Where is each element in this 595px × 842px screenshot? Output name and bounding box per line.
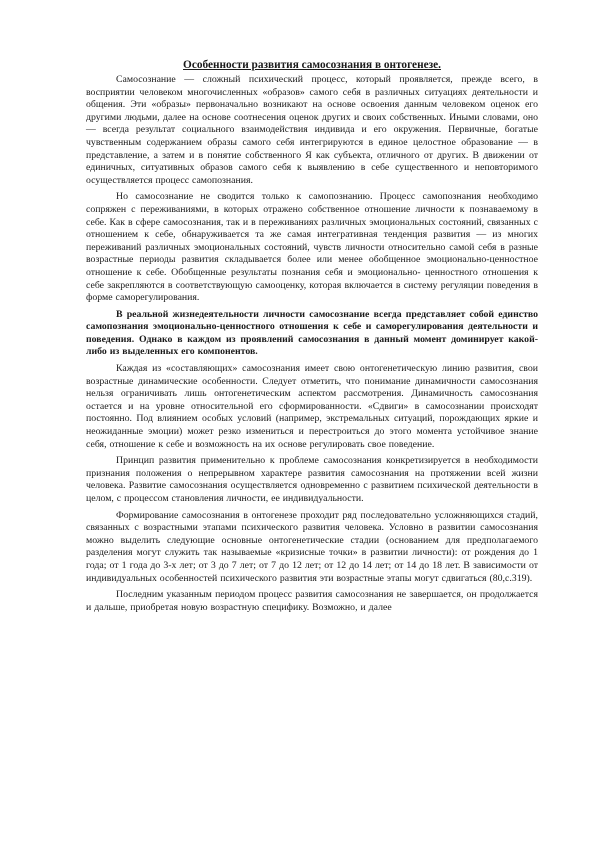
paragraph-2: Но самосознание не сводится только к самопознанию. Процесс самопознания необходимо сопряжен с переживаниями, в которых отражено собственное отношение личности к познаваемому в себе. Как в сфере самосознания, так и в переживаниях различных эмоциональных состояний, связанных с отношением к себе, обнаруживается та же самая интегративная тенденция развития — из многих переживаний различных эмоциональных состояний, чувств личности относительно самой себя в разные возрастные периоды развития складывается более или менее обобщенное эмоционально-ценностное отношение к себе. Обобщенные результаты познания себя и эмоционально- ценностного отношения к себе закрепляются в соответствующую самооценку, которая включается в систему регуляции поведения в форме саморегулирования. [86,191,538,304]
paragraph-5: Принцип развития применительно к проблеме самосознания конкретизируется в необходимости признания положения о непрерывном характере развития самосознания на протяжении всей жизни человека. Развитие самосознания осуществляется одновременно с развитием психической деятельности в целом, с процессом становления личности, ее индивидуальности. [86,455,538,504]
paragraph-6: Формирование самосознания в онтогенезе проходит ряд последовательно усложняющихся стадий, связанных с возрастными этапами психического развития человека. Условно в развитии самосознания можно выделить следующие основные онтогенетические стадии (основанием для предполагаемого разделения могут служить так называемые «кризисные точки» в развитии личности): от рождения до 1 года; от 1 года до 3-х лет; от 3 до 7 лет; от 7 до 12 лет; от 12 до 14 лет; от 14 до 18 лет. В зависимости от индивидуальных особенностей психического развития эти возрастные этапы могут сдвигаться (80,с.319). [86,509,538,584]
paragraph-7: Последним указанным периодом процесс развития самосознания не завершается, он продолжается и дальше, приобретая новую возрастную специфику. Возможно, и далее [86,589,538,613]
paragraph-4: Каждая из «составляющих» самосознания имеет свою онтогенетическую линию развития, свои возрастные динамические особенности. Следует отметить, что понимание динамичности самосознания нельзя ограничивать лишь онтогенетическим аспектом рассмотрения. Динамичность самосознания остается и на уровне относительной его сформированности. «Сдвиги» в самосознании происходят постоянно. Под влиянием особых условий (например, экстремальных ситуаций, порождающих яркие и неожиданные эмоции) может резко измениться и перестроиться до этого момента устойчивое знание себя, отношение к себе и возможность на их основе регулировать свое поведение. [86,363,538,450]
paragraph-3: В реальной жизнедеятельности личности самосознание всегда представляет собой единство самопознания эмоционально-ценностного отношения к себе и саморегулирования деятельности и поведения. Однако в каждом из проявлений самосознания в данный момент доминирует какой-либо из выделенных его компонентов. [86,308,538,358]
paragraph-1: Самосознание — сложный психический процесс, который проявляется, прежде всего, в восприятии человеком многочисленных «образов» самого себя в различных ситуациях деятельности и общения. Эти «образы» первоначально возникают на основе освоения данным человеком оценок его другими людьми, далее на основе соотнесения оценок других и своих собственных. Иными словами, оно — всегда результат социального взаимодействия индивида и его окружения. Первичные, богатые чувственным содержанием образы самого себя интегрируются в единое целостное образование — в представление, а затем и в понятие собственного Я как субъекта, отличного от других. В движении от единичных, ситуативных образов самого себя к выявлению в себе существенного и неповторимого осуществляется процесс самопознания. [86,74,538,186]
document-title: Особенности развития самосознания в онтогенезе. [183,59,441,71]
document-body [86,74,538,614]
